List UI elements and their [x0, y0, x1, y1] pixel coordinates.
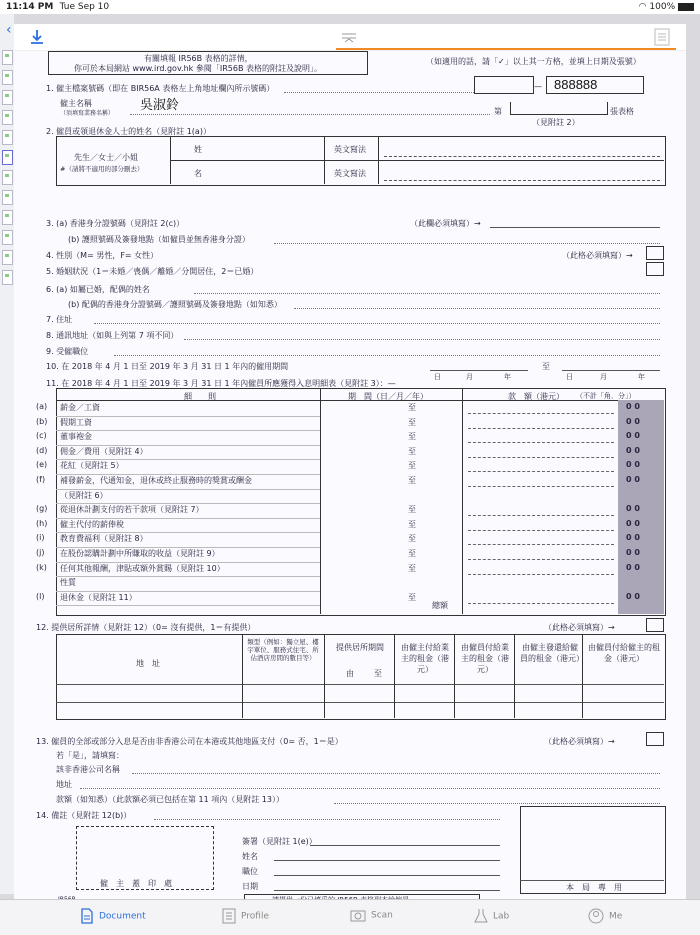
- item-5-label: 5. 婚姻狀況（1＝未婚／喪偶／離婚／分開居住，2＝已婚）: [46, 267, 259, 276]
- income-row-to: 至: [408, 505, 416, 515]
- income-row-cents: 0 0: [626, 591, 640, 601]
- rent4-col: 由僱員付給僱主的租金（港元）: [588, 643, 660, 663]
- page-thumbnail[interactable]: [2, 70, 13, 85]
- must-fill-3a: （此欄必須填寫）→: [410, 219, 481, 228]
- col-details: 細 則: [184, 392, 216, 401]
- surname-label: 姓: [194, 145, 202, 154]
- income-row-to: 至: [408, 403, 416, 412]
- income-row-label: 補發薪金，代通知金，退休或終止服務時的獎賞或酬金: [60, 476, 252, 485]
- page-thumbnail-current[interactable]: [2, 150, 13, 165]
- tab-profile[interactable]: Profile: [222, 908, 269, 924]
- income-row-to: 至: [408, 476, 416, 485]
- residence-box[interactable]: [646, 618, 664, 632]
- income-row-cents: 0 0: [626, 518, 640, 528]
- title-note: #（請將不適用的部分刪去）: [60, 165, 144, 173]
- income-row-cents: 0 0: [626, 504, 640, 514]
- page-thumbnail-strip[interactable]: [0, 14, 14, 894]
- income-row-to: 至: [408, 563, 416, 573]
- given-name-label: 名: [194, 169, 202, 178]
- day-label: 日: [434, 373, 441, 381]
- income-row-letter: (c): [36, 431, 47, 441]
- page-thumbnail[interactable]: [2, 210, 13, 225]
- item-3b-label: (b) 護照號碼及簽發地點（如僱員並無香港身分證）: [68, 235, 250, 244]
- income-table: [56, 388, 666, 616]
- date-label: 日期: [242, 882, 258, 891]
- month-label: 月: [466, 373, 473, 381]
- tab-scan[interactable]: Scan: [350, 908, 393, 922]
- page-thumbnail[interactable]: [2, 250, 13, 265]
- income-row-letter: (j): [36, 548, 45, 557]
- income-row-label: 花紅（見附註 5）: [60, 461, 124, 471]
- drag-handle-icon[interactable]: [340, 32, 358, 44]
- amount-note: 款額（如知悉）（此款額必須已包括在第 11 項內（見附註 13））: [56, 795, 284, 804]
- income-row-amount-field[interactable]: [468, 530, 614, 531]
- position-field[interactable]: [274, 875, 500, 876]
- sheet-no-label: 第: [494, 107, 502, 116]
- item-4-label: 4. 性別（M= 男性，F= 女性）: [46, 251, 159, 260]
- status-right: [639, 2, 694, 12]
- income-row-label: 在股份認購計劃中所賺取的收益（見附註 9）: [60, 549, 220, 558]
- item-6a-label: 6. (a) 如屬已婚，配偶的姓名: [46, 285, 150, 294]
- income-row-cents: 0 0: [626, 533, 640, 543]
- address-field[interactable]: [94, 323, 660, 324]
- col-period: 期 間（日／月／年）: [348, 392, 428, 401]
- income-row-amount-field[interactable]: [468, 574, 614, 575]
- income-row-to: 至: [408, 592, 416, 602]
- header-right-note: （如適用的話，請「✓」以上其一方格，並填上日期及張號）: [426, 57, 641, 66]
- income-row-to: 至: [408, 446, 416, 456]
- battery-icon: [678, 3, 694, 11]
- page-thumbnail[interactable]: [2, 50, 13, 65]
- to-col: 至: [374, 669, 382, 678]
- income-row-cents: 0 0: [626, 416, 640, 426]
- col-amount: 款 額（港元）: [508, 392, 564, 401]
- income-row-letter: (b): [36, 416, 48, 426]
- income-row-letter: (h): [36, 518, 48, 528]
- battery-percent: 100%: [649, 2, 676, 12]
- rent1-col: 由僱主付給業主的租金（港元）: [401, 643, 449, 674]
- income-row-amount-field[interactable]: [468, 413, 614, 414]
- income-row-cents: 0 0: [626, 548, 640, 557]
- income-row-label: （見附註 6）: [60, 490, 108, 500]
- employer-name-sub: （須填寫業務名稱）: [60, 110, 115, 117]
- tab-lab[interactable]: Lab: [474, 908, 509, 924]
- income-row-cents: 0 0: [626, 460, 640, 470]
- item-11-label: 11. 在 2018 年 4 月 1 日至 2019 年 3 月 31 日 1 年內僱員所應獲得入息明細表（見附註 3）：—: [46, 379, 396, 388]
- item-6b-label: (b) 配偶的香港身分證號碼／護照號碼及簽發地點（如知悉）: [68, 300, 282, 309]
- total-label: 總額: [432, 601, 448, 610]
- income-row-label: 性質: [60, 578, 76, 588]
- profile-icon: [222, 908, 236, 924]
- sheet-total-label: 張表格: [610, 107, 634, 116]
- overseas-name-label: 該非香港公司名稱: [56, 765, 120, 774]
- income-row-divider: [56, 605, 320, 606]
- income-row-amount-field[interactable]: [468, 603, 614, 604]
- income-row-label: 從退休計劃支付的若干款項（見附註 7）: [60, 505, 204, 515]
- income-row-amount-field[interactable]: [468, 471, 614, 472]
- item-2-label: 2. 僱員或領退休金人士的姓名（見附註 1(a)）: [46, 127, 211, 136]
- item-10-label: 10. 在 2018 年 4 月 1 日至 2019 年 3 月 31 日 1 年內的僱用期間: [46, 362, 289, 371]
- document-toolbar: [14, 24, 686, 51]
- name-label: 姓名: [242, 852, 258, 861]
- income-row-label: 任何其他報酬，津貼或額外賞賜（見附註 10）: [60, 563, 225, 573]
- income-row-cents: 0 0: [626, 562, 640, 572]
- sign-field[interactable]: [310, 845, 500, 846]
- income-row-label: 教育費福利（見附註 8）: [60, 534, 148, 544]
- page-thumbnail[interactable]: [2, 270, 13, 285]
- income-row-letter: (g): [36, 504, 48, 514]
- income-row-to: 至: [408, 534, 416, 544]
- income-row-amount-field[interactable]: [468, 442, 614, 443]
- flask-icon: [474, 908, 488, 924]
- must-fill-4: （此格必須填寫）→: [562, 251, 633, 260]
- period-from-field[interactable]: [430, 370, 528, 371]
- income-row-label: 佣金／費用（見附註 4）: [60, 446, 148, 456]
- addr-col: 地 址: [136, 659, 160, 668]
- surname-eng-field[interactable]: [384, 156, 660, 157]
- employer-file-no[interactable]: 888888: [554, 77, 598, 92]
- page-thumbnail[interactable]: [2, 90, 13, 105]
- income-row-cents: 0 0: [626, 402, 640, 411]
- must-fill-12: （此格必須填寫）→: [544, 623, 615, 632]
- income-row-to: 至: [408, 549, 416, 558]
- period-col: 提供居所期間: [336, 643, 384, 652]
- income-row-label: 僱主代付的薪俸稅: [60, 519, 124, 529]
- notes-icon[interactable]: [654, 28, 670, 46]
- tab-me[interactable]: Me: [588, 908, 622, 924]
- page-thumbnail[interactable]: [2, 130, 13, 145]
- item-8-label: 8. 通訊地址（如與上列第 7 項不同）: [46, 331, 179, 340]
- header-line-1: 有關填報 IR56B 表格的詳情，: [144, 54, 253, 63]
- income-row-letter: (k): [36, 562, 47, 572]
- col-cents: （不計「角．分」）: [576, 392, 636, 400]
- year-label: 年: [504, 373, 511, 381]
- income-row-cents: 0 0: [626, 445, 640, 455]
- file-no-prefix-box[interactable]: [474, 76, 534, 94]
- title-label: 先生／女士／小姐: [74, 153, 138, 162]
- marital-box[interactable]: [646, 262, 664, 276]
- income-row-label: 董事袍金: [60, 432, 92, 442]
- hkid-field[interactable]: [490, 227, 660, 228]
- item-3a-label: 3. (a) 香港身分證號碼（見附註 2(c)）: [46, 219, 185, 228]
- position-label: 職位: [242, 867, 258, 876]
- eng-spelling-given-label: 英文寫法: [334, 169, 366, 178]
- page-thumbnail[interactable]: [2, 110, 13, 125]
- income-row-letter: (l): [36, 591, 45, 601]
- item-7-label: 7. 住址: [46, 315, 73, 324]
- period-to-field[interactable]: [562, 370, 660, 371]
- cents-shade-column: [618, 400, 664, 614]
- day-label-2: 日: [566, 373, 573, 381]
- income-row-amount-field[interactable]: [468, 515, 614, 516]
- income-row-divider: [56, 430, 320, 431]
- page-thumbnail[interactable]: [2, 170, 13, 185]
- type-col: 類型（例如：獨立屋、樓宇單位、服務式住宅、所佔酒店房間的數目等）: [247, 638, 319, 662]
- status-bar: [0, 0, 700, 14]
- rent3-col: 由僱主發還給僱員的租金（港元）: [520, 643, 584, 663]
- income-row-label: 薪金／工資: [60, 403, 100, 412]
- seal-label: 僱 主 蓋 印 處: [100, 879, 172, 888]
- income-row-letter: (a): [36, 402, 48, 411]
- income-row-cents: 0 0: [626, 475, 640, 484]
- download-icon[interactable]: [28, 28, 46, 46]
- header-line-2: 你可於本局網站 www.ird.gov.hk 參閱「IR56B 表格的附註及說明」。: [74, 64, 322, 73]
- income-row-letter: (i): [36, 533, 45, 543]
- income-row-cents: 0 0: [626, 431, 640, 441]
- income-row-to: 至: [408, 432, 416, 442]
- from-col: 由: [346, 669, 354, 678]
- camera-icon: [350, 908, 366, 922]
- item-12-label: 12. 提供居所詳情（見附註 12）（0= 沒有提供，1＝有提供）: [36, 623, 256, 632]
- name-field[interactable]: [274, 860, 500, 861]
- income-row-label: 退休金（見附註 11）: [60, 592, 137, 602]
- rent2-col: 由僱員付給業主的租金（港元）: [461, 643, 509, 674]
- person-icon: [588, 908, 604, 924]
- must-fill-13: （此格必須填寫）→: [544, 737, 615, 746]
- page-thumbnail[interactable]: [2, 230, 13, 245]
- document-page: [14, 24, 686, 902]
- office-use-label: 本 局 專 用: [566, 883, 622, 892]
- employer-name-value[interactable]: 吳淑鈴: [140, 98, 180, 113]
- document-icon: [80, 908, 94, 924]
- note-2: （見附註 2）: [532, 118, 580, 127]
- item-14-label: 14. 備註（見附註 12(b)）: [36, 811, 132, 820]
- income-row-amount-field[interactable]: [468, 544, 614, 545]
- income-row-label: 假期工資: [60, 417, 92, 427]
- eng-spelling-surname-label: 英文寫法: [334, 145, 366, 154]
- back-chevron-icon[interactable]: ‹: [6, 22, 12, 38]
- income-row-letter: (f): [36, 475, 46, 484]
- income-row-amount-field[interactable]: [468, 486, 614, 487]
- period-to-label: 至: [542, 362, 550, 371]
- employer-name-label: 僱主名稱: [60, 99, 92, 108]
- status-time: 11:14 PM Tue Sep 10: [6, 2, 110, 12]
- income-row-divider: [56, 416, 320, 417]
- ir56b-form: 有關填報 IR56B 表格的詳情， 你可於本局網站 www.ird.gov.hk 參閱「IR56B 表格的附註及說明」。 （如適用的話，請「✓」以上其一方格，並填上日期及張號） 1. 僱主檔案號碼（即在 BIR56A 表格左上角地址欄內所示號碼） — 888888 僱主名稱 （須填寫業務名稱） 吳淑鈴 第 張表格 （見附註 2） 2. 僱員或領退休金人士的姓名（見附註 1(a)） 先生／女士／小姐 #（請將不適用的部分刪去） 姓 名 英文寫法 英文寫法 3. (a) 香港身分證號碼（見附註 2(c)） （此欄必須填寫）→ (b) 護照號碼及簽發地點（如僱員並無香港身分證） 4. 性別（M= 男性，F= 女性） （此格必須填寫）→ 5. 婚姻狀況（1＝未婚／喪偶／離婚／分開居住，2＝已婚） 6. (a) 如屬已婚，配偶的姓名 (b) 配偶的香港身分證號碼／護照號碼及簽發地點（如知悉） 7. 住址 8. 通訊地址（如與上列第 7 項不同） 9. 受僱職位 10. 在 2018 年 4 月 1 日至 2019 年 3 月 31 日 1 年內的僱用期間 至 日 月 年 日 月 年 11. 在 2018 年 4 月 1 日至 2019 年 3 月 31 日 1 年內僱員所應獲得入息明細表（見附註 3）：— 細 則 期 間（日／月／年） 款 額（港元） （不計「角．分」） (a) 薪金／工資 至 0 0 (b) 假期工資 至 0 0 (c) 董事袍金 至 0 0 (d) 佣金／費用（見附註 4） 至 0 0 (e) 花紅（見附註 5） 至 0 0 (f) 補發薪金，代通知金，退休或終止服務時的獎賞或酬金 至 0 0 （見附註 6） (g) 從退休計劃支付的若干款項（見附註 7） 至 0 0 (h) 僱主代付的薪俸稅 至 0 0 (i) 教育費福利（見附註 8） 至 0 0 (j) 在股份認購計劃中所賺取的收益（見附註 9） 至 0 0 (k) 任何其他報酬，津貼或額外賞賜（見附註 10） 至 0 0 性質 (l) 退休金（見附註 11） 至 0 0 總額 12. 提供居所詳情（見附註 12）（0= 沒有提供，1＝有提供） （此格必須填寫）→ 地 址 類型（例如：獨立屋、樓宇單位、服務式住宅、所佔酒店房間的數目等） 提供居所期間 由 至 由僱主付給業主的租金（港元） 由僱員付給業主的租金（港元） 由僱主發還給僱員的租金（港元） 由僱員付給僱主的租金（港元） 13. 僱員的全部或部分入息是否由非香港公司在本港或其他地區支付（0= 否，1＝是） （此格必須填寫）→ 若「是」，請填寫： 該非香港公司名稱 地址 款額（如知悉）（此款額必須已包括在第 11 項內（見附註 13）） 14. 備註（見附註 12(b)） 本 局 專 用 僱 主 蓋 印 處 簽署（見附註 1(e)） 姓名 職位 日期: [34, 50, 674, 900]
- tab-document[interactable]: Document: [80, 908, 146, 924]
- tab-bar: [0, 899, 700, 935]
- if-yes-label: 若「是」，請填寫：: [56, 751, 124, 760]
- income-row-amount-field[interactable]: [468, 559, 614, 560]
- item-1-label: 1. 僱主檔案號碼（即在 BIR56A 表格左上角地址欄內所示號碼）: [46, 84, 275, 93]
- given-eng-field[interactable]: [384, 180, 660, 181]
- year-label-2: 年: [638, 373, 645, 381]
- sheet-no-box[interactable]: [510, 102, 608, 115]
- item-13-label: 13. 僱員的全部或部分入息是否由非香港公司在本港或其他地區支付（0= 否，1＝是）: [36, 737, 343, 746]
- income-row-divider: [56, 576, 320, 577]
- date-field[interactable]: [274, 890, 500, 891]
- month-label-2: 月: [600, 373, 607, 381]
- income-row-amount-field[interactable]: [468, 428, 614, 429]
- income-row-to: 至: [408, 417, 416, 427]
- wifi-icon: ◠: [638, 2, 647, 12]
- passport-field[interactable]: [274, 243, 660, 244]
- overseas-box[interactable]: [646, 732, 664, 746]
- income-row-letter: (e): [36, 460, 48, 470]
- sex-box[interactable]: [646, 246, 664, 260]
- item-9-label: 9. 受僱職位: [46, 347, 89, 356]
- income-row-letter: (d): [36, 445, 48, 455]
- page-thumbnail[interactable]: [2, 190, 13, 205]
- sign-label: 簽署（見附註 1(e)）: [242, 837, 317, 846]
- overseas-address-label: 地址: [56, 780, 72, 789]
- income-row-to: 至: [408, 461, 416, 471]
- income-row-to: 至: [408, 519, 416, 529]
- income-row-amount-field[interactable]: [468, 457, 614, 458]
